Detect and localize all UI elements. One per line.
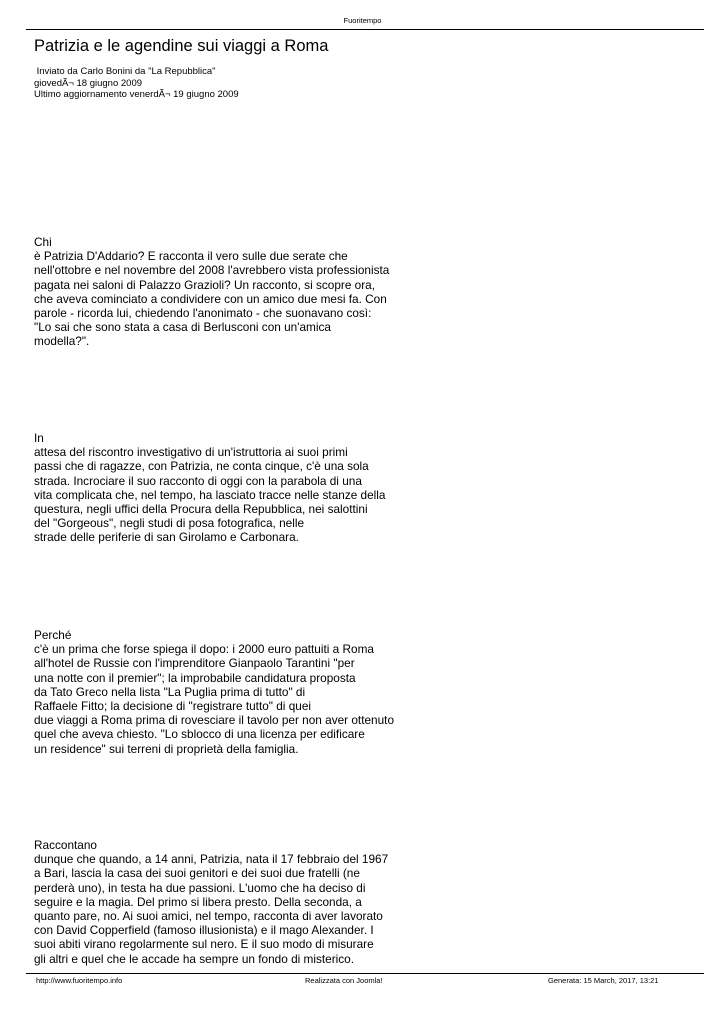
paragraph-line: passi che di ragazze, con Patrizia, ne conta cinque, c'è una sola [34, 459, 369, 474]
paragraph-line: strada. Incrociare il suo racconto di oggi con la parabola di una [34, 473, 362, 488]
footer-credit: Realizzata con Joomla! [305, 976, 383, 985]
paragraph-line: seguire e la magia. Del primo si libera presto. Della seconda, a [34, 894, 362, 909]
paragraph-line: del "Gorgeous", negli studi di posa fotografica, nelle [34, 516, 305, 531]
paragraph-line: Perché [34, 628, 72, 642]
paragraph-line: Raffaele Fitto; la decisione di "registrare tutto" di quei [34, 699, 312, 714]
article-paragraph-2 [34, 431, 434, 545]
paragraph-line: modella?". [34, 334, 90, 349]
article-title: Patrizia e le agendine sui viaggi a Roma [34, 37, 329, 55]
paragraph-line: vita complicata che, nel tempo, ha lasciato tracce nelle stanze della [34, 487, 386, 502]
paragraph-line: quanto pare, no. Ai suoi amici, nel tempo, racconta di aver lavorato [34, 909, 383, 924]
footer-divider [26, 973, 704, 974]
site-name: Fuoritempo [343, 16, 382, 25]
paragraph-line: c'è un prima che forse spiega il dopo: i 2000 euro pattuiti a Roma [34, 642, 374, 657]
footer-site-link[interactable]: http://www.fuoritempo.info [36, 976, 123, 985]
paragraph-line: che aveva cominciato a condividere con un amico due mesi fa. Con [34, 291, 387, 306]
article-byline: Inviato da Carlo Bonini da "La Repubblica" [34, 66, 216, 77]
paragraph-line: "Lo sai che sono stata a casa di Berlusconi con un'amica [34, 320, 331, 335]
paragraph-line: una notte con il premier"; la improbabile candidatura proposta [34, 670, 356, 685]
paragraph-line: suoi abiti virano regolarmente sul nero. E il suo modo di misurare [34, 937, 374, 952]
paragraph-line: strade delle periferie di san Girolamo e Carbonara. [34, 530, 299, 545]
paragraph-line: Raccontano [34, 838, 97, 852]
paragraph-line: all'hotel de Russie con l'imprenditore Gianpaolo Tarantini "per [34, 656, 355, 671]
article-updated: Ultimo aggiornamento venerdÃ¬ 19 giugno 2009 [34, 89, 239, 100]
paragraph-line: quel che aveva chiesto. "Lo sblocco di una licenza per edificare [34, 727, 365, 742]
paragraph-line: questura, negli uffici della Procura della Repubblica, nei salottini [34, 502, 368, 517]
paragraph-line: attesa del riscontro investigativo di un'istruttoria ai suoi primi [34, 445, 348, 460]
paragraph-line: perderà uno), in testa ha due passioni. L'uomo che ha deciso di [34, 880, 366, 895]
footer-generated: Generata: 15 March, 2017, 13:21 [548, 976, 659, 985]
article-paragraph-1 [34, 235, 434, 349]
paragraph-line: con David Copperfield (famoso illusionista) e il mago Alexander. I [34, 923, 374, 938]
article-date: giovedÃ¬ 18 giugno 2009 [34, 77, 143, 89]
paragraph-line: due viaggi a Roma prima di rovesciare il tavolo per non aver ottenuto [34, 713, 395, 728]
article-paragraph-4 [34, 838, 434, 966]
paragraph-line: gli altri e quel che le accade ha sempre un fondo di misterico. [34, 951, 355, 966]
paragraph-line: è Patrizia D'Addario? E racconta il vero sulle due serate che [34, 249, 348, 264]
header-divider [26, 29, 704, 30]
paragraph-line: Chi [34, 235, 52, 249]
paragraph-line: pagata nei saloni di Palazzo Grazioli? Un racconto, si scopre ora, [34, 277, 375, 292]
paragraph-line: parole - ricorda lui, chiedendo l'anonimato - che suonavano così: [34, 306, 372, 321]
paragraph-line: a Bari, lascia la casa dei suoi genitori e dei suoi due fratelli (ne [34, 866, 360, 881]
paragraph-line: In [34, 431, 44, 445]
paragraph-line: dunque che quando, a 14 anni, Patrizia, nata il 17 febbraio del 1967 [34, 852, 389, 867]
article-paragraph-3 [34, 628, 434, 756]
paragraph-line: da Tato Greco nella lista "La Puglia prima di tutto" di [34, 684, 306, 699]
paragraph-line: nell'ottobre e nel novembre del 2008 l'avrebbero vista professionista [34, 263, 390, 278]
paragraph-line: un residence" sui terreni di proprietà della famiglia. [34, 741, 299, 756]
article-meta [34, 66, 239, 101]
